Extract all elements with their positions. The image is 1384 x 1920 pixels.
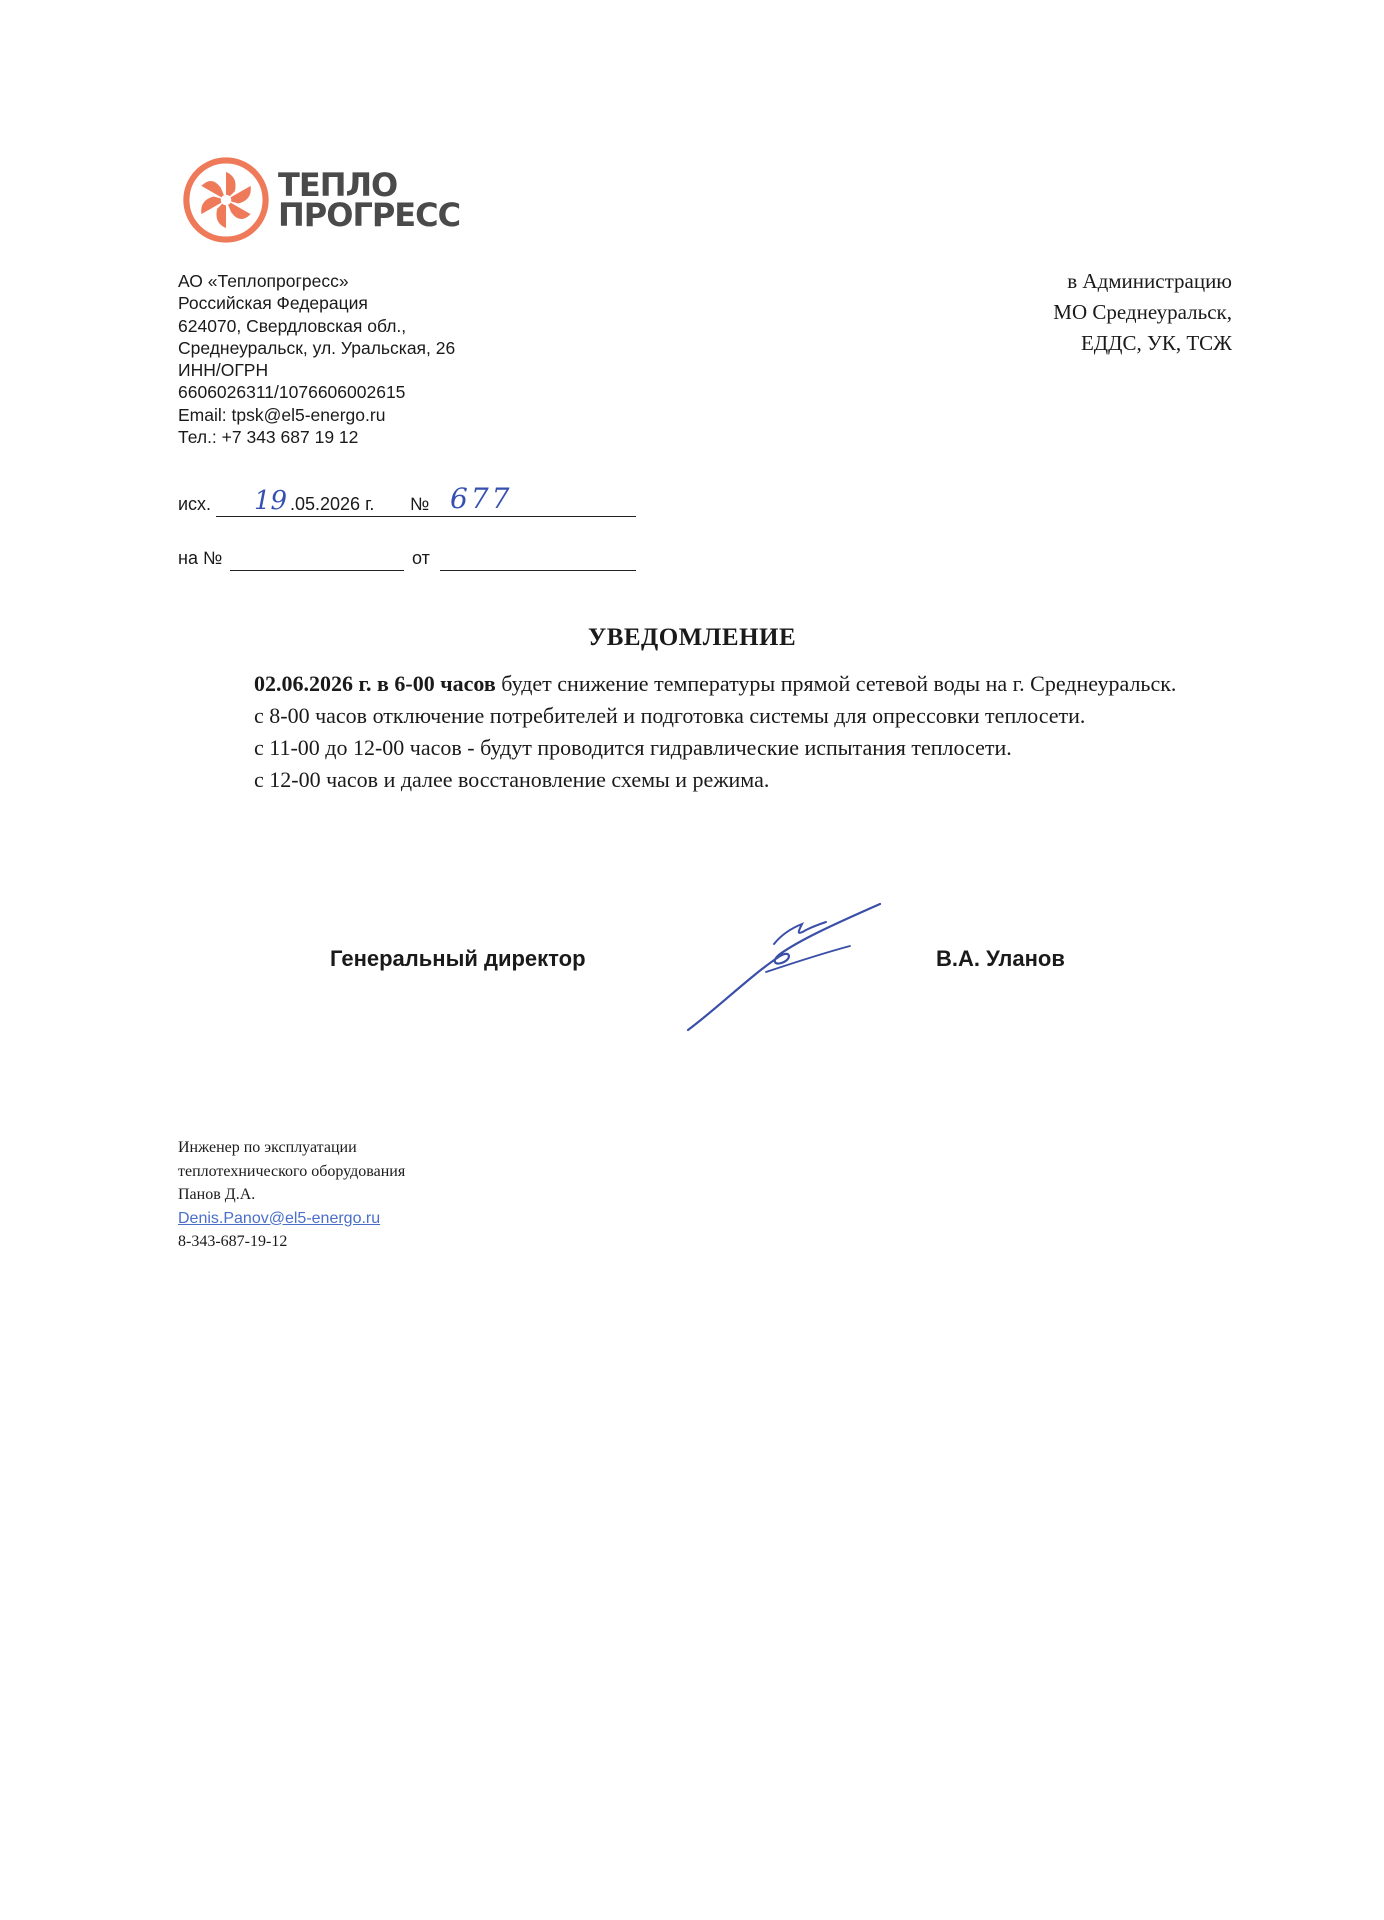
handwritten-day: 19 xyxy=(254,486,288,516)
sender-line: Российская Федерация xyxy=(178,293,368,314)
company-logo-wordmark xyxy=(278,166,461,234)
sender-line: Среднеуральск, ул. Уральская, 26 xyxy=(178,337,456,358)
fan-circle-logo-icon xyxy=(182,156,270,244)
recipient-line: в Администрацию xyxy=(1067,269,1232,293)
contact-block xyxy=(178,1136,405,1254)
sender-line: 6606026311/1076606002615 xyxy=(178,382,406,403)
contact-position-line-2: теплотехнического оборудования xyxy=(178,1162,406,1180)
paragraph-1-text: будет снижение температуры прямой сетевой воды на г. Среднеуральск. xyxy=(495,671,1177,696)
contact-position-line-1: Инженер по эксплуатации xyxy=(178,1139,357,1156)
incoming-reference xyxy=(178,544,638,578)
body-paragraph-1 xyxy=(178,668,1237,700)
sender-phone-line: Тел.: +7 343 687 19 12 xyxy=(178,427,359,448)
sender-line: АО «Теплопрогресс» xyxy=(178,271,349,291)
incoming-date-underline xyxy=(440,570,636,571)
outgoing-date: .05.2026 г. xyxy=(290,494,375,514)
contact-phone: 8-343-687-19-12 xyxy=(178,1233,288,1250)
notice-body xyxy=(178,668,1237,796)
body-paragraph-3: с 11-00 до 12-00 часов - будут проводится гидравлические испытания теплосети. xyxy=(254,735,1012,760)
contact-email-link[interactable]: Denis.Panov@el5-energo.ru xyxy=(178,1209,381,1227)
outgoing-prefix: исх. xyxy=(178,494,212,514)
sender-line: 624070, Свердловская обл., xyxy=(178,315,407,336)
contact-name: Панов Д.А. xyxy=(178,1186,256,1203)
handwritten-number: 677 xyxy=(450,482,513,515)
sender-email-line: Email: tpsk@el5-energo.ru xyxy=(178,404,386,425)
logo-line-1: ТЕПЛО xyxy=(278,166,398,204)
outgoing-reference xyxy=(178,482,638,524)
sender-address-block xyxy=(178,270,455,448)
number-underline xyxy=(440,516,636,517)
recipient-block xyxy=(1053,266,1232,359)
incoming-from-label: от xyxy=(412,548,430,568)
handwritten-signature-icon xyxy=(680,896,890,1036)
sender-line: ИНН/ОГРН xyxy=(178,360,269,381)
signatory-name: В.А. Уланов xyxy=(936,946,1065,971)
outgoing-number-label: № xyxy=(410,494,430,514)
recipient-line: МО Среднеуральск, xyxy=(1053,300,1232,324)
signatory-role: Генеральный директор xyxy=(330,946,586,971)
body-paragraph-2: с 8-00 часов отключение потребителей и подготовка системы для опрессовки теплосети. xyxy=(254,703,1086,728)
date-time-highlight: 02.06.2026 г. в 6-00 часов xyxy=(254,671,496,696)
recipient-line: ЕДДС, УК, ТСЖ xyxy=(1080,331,1232,355)
body-paragraph-4: с 12-00 часов и далее восстановление схемы и режима. xyxy=(254,767,770,792)
incoming-number-label: на № xyxy=(178,548,223,568)
document-title: УВЕДОМЛЕНИЕ xyxy=(587,624,797,651)
logo-line-2: ПРОГРЕСС xyxy=(278,196,461,234)
incoming-number-underline xyxy=(230,570,404,571)
